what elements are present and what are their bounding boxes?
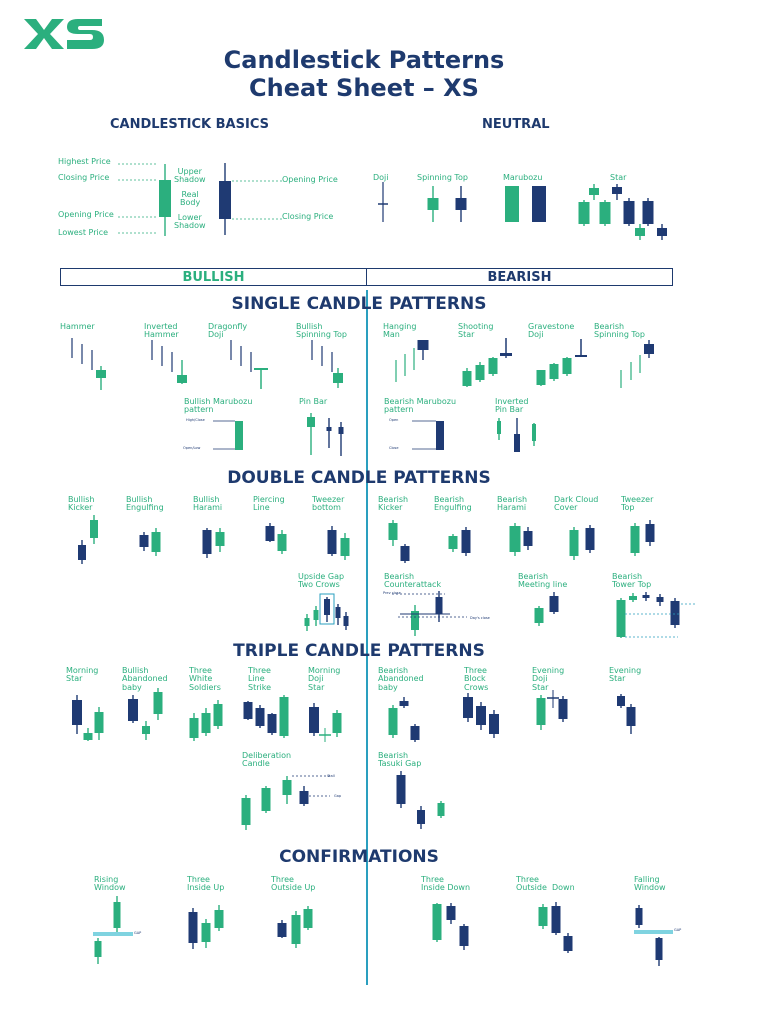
single-heading: SINGLE CANDLE PATTERNS [231, 294, 487, 314]
triple-bearish-tasuki-label: Bearish Tasuki Gap [378, 751, 422, 769]
candle-35-body [90, 520, 98, 538]
triple-three-line-strike-label: Three Line Strike [248, 666, 271, 692]
candle-61-body [535, 608, 544, 623]
candle-39-body [216, 532, 225, 546]
delib-stall: Stall [327, 774, 335, 778]
double-bullish-engulfing-label: Bullish Engulfing [126, 495, 164, 513]
basics-lower-shadow: Lower Shadow [174, 213, 206, 231]
single-bearish-marubozu-label: Bearish Marubozu pattern [384, 397, 457, 415]
basics-upper-shadow: Upper Shadow [174, 167, 206, 185]
bear-maru-close: Close [389, 446, 399, 450]
basics-heading: CANDLESTICK BASICS [110, 117, 269, 132]
candle-55-body [570, 530, 579, 556]
candle-1-body [219, 181, 231, 219]
candle-50-body [401, 546, 410, 561]
candle-82-body [333, 713, 342, 733]
candle-103-body [202, 923, 211, 942]
candle-79-body [268, 714, 277, 733]
candle-80-body [280, 697, 289, 736]
candle-83-body [242, 798, 251, 825]
single-dragonfly-doji-label: Dragonfly Doji [208, 322, 248, 340]
candle-28-body [563, 358, 572, 374]
double-bearish-meeting-line-label: Bearish Meeting line [518, 572, 568, 590]
neutral-spinning-top-label: Spinning Top [417, 173, 468, 182]
candle-97-body [397, 775, 406, 804]
tab-bullish [60, 268, 367, 286]
candle-57-body [631, 526, 640, 553]
double-bearish-harami-label: Bearish Harami [497, 495, 528, 513]
triple-bullish-abandoned-label: Bullish Abandoned baby [122, 666, 168, 692]
rising-window-gap: GAP [134, 931, 142, 935]
double-bearish-kicker-label: Bearish Kicker [378, 495, 409, 513]
candle-115-body [656, 938, 663, 960]
candle-38-body [203, 530, 212, 554]
candle-109-body [447, 906, 456, 920]
triple-morning-doji-star-label: Morning Doji Star [308, 666, 341, 692]
candle-41-body [278, 534, 287, 551]
candle-24-body [489, 358, 498, 374]
triple-morning-star-label: Morning Star [66, 666, 99, 684]
candle-107-body [304, 909, 313, 928]
candle-21-body [418, 340, 429, 350]
candle-65-body [643, 595, 650, 598]
single-shooting-star-label: Shooting Star [458, 322, 494, 340]
double-bearish-tower-top-label: Bearish Tower Top [612, 572, 652, 590]
candle-75-body [202, 713, 211, 733]
candle-92-body [489, 714, 499, 734]
single-bearish-spinning-top-label: Bearish Spinning Top [594, 322, 645, 340]
candle-72-body [142, 726, 150, 734]
single-hanging-man-label: Hanging Man [383, 322, 417, 340]
triple-heading: TRIPLE CANDLE PATTERNS [233, 641, 485, 661]
basics-closing-price-left: Closing Price [58, 173, 110, 182]
candle-98-body [417, 810, 425, 824]
candle-78-body [256, 708, 265, 726]
double-dark-cloud-label: Dark Cloud Cover [554, 495, 599, 513]
candle-5-body [532, 186, 546, 222]
candle-20-body [339, 427, 344, 434]
basics-lowest-price: Lowest Price [58, 228, 109, 237]
candle-110-body [460, 926, 469, 946]
candle-108-body [433, 904, 442, 940]
page-title-line2: Cheat Sheet – XS [249, 74, 479, 102]
candle-58-body [646, 524, 655, 542]
candle-32-body [514, 434, 520, 452]
candle-68-body [72, 700, 82, 725]
candle-29-body [644, 344, 654, 354]
candle-51-body [449, 536, 458, 549]
candle-100-body [95, 941, 102, 957]
candle-93-body [537, 698, 546, 725]
confirm-three-inside-down-label: Three Inside Down [421, 875, 471, 893]
double-tweezer-top-label: Tweezer Top [621, 495, 654, 513]
candle-60-body [436, 597, 443, 614]
candle-54-body [524, 531, 533, 546]
tab-bearish [366, 268, 673, 286]
double-bullish-kicker-label: Bullish Kicker [68, 495, 95, 513]
candle-0-body [159, 180, 171, 217]
candle-30-body [436, 421, 444, 450]
candle-16-body [333, 373, 343, 383]
candle-22-body [463, 371, 472, 386]
candle-76-body [214, 704, 223, 726]
tab-bullish-label: BULLISH [182, 270, 245, 285]
candle-31-body [497, 421, 501, 434]
bull-maru-open-low: Open/Low [183, 446, 201, 450]
double-bullish-harami-label: Bullish Harami [193, 495, 223, 513]
candle-105-body [278, 923, 287, 937]
double-tweezer-bottom-label: Tweezer bottom [312, 495, 345, 513]
candle-11-body [643, 201, 654, 224]
neutral-heading: NEUTRAL [482, 117, 550, 132]
candle-53-body [510, 526, 521, 552]
single-inverted-hammer-label: Inverted Hammer [144, 322, 179, 340]
double-bearish-engulfing-label: Bearish Engulfing [434, 495, 472, 513]
bull-maru-high-close: High/Close [186, 418, 205, 422]
candle-102-body [189, 912, 198, 943]
candle-15-body [177, 375, 187, 383]
candle-8-body [579, 202, 590, 224]
triple-evening-doji-star-label: Evening Doji Star [532, 666, 565, 692]
single-hammer-label: Hammer [60, 322, 95, 331]
candle-77-body [244, 702, 253, 719]
confirm-falling-window-label: Falling Window [634, 875, 666, 893]
single-gravestone-doji-label: Gravestone Doji [528, 322, 575, 340]
basics-closing-price-right: Closing Price [282, 212, 334, 221]
candle-7-body [612, 187, 622, 194]
candle-63-body [617, 600, 626, 637]
candle-94-body [559, 699, 568, 719]
candle-27-body [550, 364, 559, 379]
candle-12-body [635, 228, 645, 236]
candle-69-body [84, 733, 93, 740]
candle-17-body [235, 421, 243, 450]
candle-111-body [539, 907, 548, 926]
candle-87-body [389, 708, 398, 735]
confirm-three-outside-up-label: Three Outside Up [271, 875, 316, 893]
candle-112-body [552, 906, 561, 933]
xs-logo-mark [24, 19, 104, 49]
candle-99-body [438, 803, 445, 816]
candle-36-body [140, 535, 149, 547]
bear-maru-open: Open [389, 418, 399, 422]
candle-74-body [190, 718, 199, 738]
neutral-doji-label: Doji [373, 173, 389, 182]
candle-43-body [341, 538, 350, 556]
candle-14-body [96, 370, 106, 378]
candle-85-body [283, 780, 292, 795]
page-title-line1: Candlestick Patterns [223, 46, 505, 74]
triple-three-block-crows-label: Three Block Crows [464, 666, 489, 692]
candle-37-body [152, 532, 161, 552]
candle-46-body [324, 599, 330, 615]
candle-89-body [411, 726, 420, 740]
candle-3-body [456, 198, 467, 210]
single-bullish-spinning-top-label: Bullish Spinning Top [296, 322, 347, 340]
candle-64-body [629, 596, 637, 600]
single-bullish-marubozu-label: Bullish Marubozu pattern [184, 397, 253, 415]
candle-95-body [617, 696, 625, 706]
double-bearish-counterattack-label: Bearish Counterattack [384, 572, 442, 590]
triple-deliberation-label: Deliberation Candle [242, 751, 292, 769]
confirm-rising-window-label: Rising Window [94, 875, 126, 893]
neutral-star-label: Star [610, 173, 627, 182]
candle-9-body [600, 202, 611, 224]
candle-45-body [314, 610, 319, 620]
basics-opening-price-right: Opening Price [282, 175, 338, 184]
triple-bearish-abandoned-label: Bearish Abandoned baby [378, 666, 424, 692]
counter-day-close: Day's close [470, 616, 490, 620]
single-inverted-pin-bar-label: Inverted Pin Bar [495, 397, 529, 415]
candle-104-body [215, 910, 224, 928]
candle-101-body [114, 902, 121, 928]
tab-bearish-label: BEARISH [487, 270, 552, 285]
candle-86-body [300, 791, 309, 804]
candle-6-body [589, 188, 599, 195]
candle-52-body [462, 530, 471, 553]
candle-56-body [586, 528, 595, 550]
candle-88-body [400, 701, 409, 706]
falling-window-gap: GAP [674, 928, 682, 932]
candle-84-body [262, 788, 271, 811]
basics-opening-price-left: Opening Price [58, 210, 114, 219]
candle-71-body [128, 699, 138, 721]
candle-106-body [292, 915, 301, 944]
single-pin-bar-label: Pin Bar [299, 397, 328, 406]
candle-23-body [476, 365, 485, 380]
confirm-three-outside-down-label: Three Outside Down [516, 875, 575, 893]
candle-66-body [657, 597, 664, 602]
candle-4-body [505, 186, 519, 222]
candle-13-body [657, 228, 667, 236]
neutral-marubozu-label: Marubozu [503, 173, 543, 182]
candle-81-body [309, 707, 319, 733]
candle-33-body [532, 424, 536, 441]
candle-70-body [95, 712, 104, 733]
candle-42-body [328, 530, 337, 554]
delib-gap: Gap [334, 794, 342, 798]
double-heading: DOUBLE CANDLE PATTERNS [227, 468, 491, 488]
basics-real-body: Real Body [180, 190, 201, 208]
triple-evening-star-label: Evening Star [609, 666, 642, 684]
candle-113-body [564, 936, 573, 951]
candle-34-body [78, 545, 86, 560]
candle-47-body [336, 607, 341, 618]
candle-10-body [624, 201, 635, 224]
counter-prev-close: Prev close [383, 591, 401, 595]
double-piercing-line-label: Piercing Line [253, 495, 285, 513]
candle-114-body [636, 908, 643, 925]
candle-90-body [463, 697, 473, 718]
candle-18-body [307, 417, 315, 427]
confirm-three-inside-up-label: Three Inside Up [187, 875, 225, 893]
double-upside-gap-label: Upside Gap Two Crows [298, 572, 345, 590]
candle-62-body [550, 596, 559, 612]
confirm-heading: CONFIRMATIONS [279, 847, 439, 867]
basics-highest-price: Highest Price [58, 157, 111, 166]
candle-26-body [537, 370, 546, 385]
candle-96-body [627, 707, 636, 726]
candle-19-body [327, 427, 332, 431]
candle-40-body [266, 526, 275, 541]
candle-67-body [671, 601, 680, 625]
candle-44-body [305, 618, 310, 626]
candle-91-body [476, 706, 486, 725]
candle-48-body [344, 616, 349, 626]
candle-73-body [154, 692, 163, 714]
triple-three-white-soldiers-label: Three White Soldiers [189, 666, 221, 692]
candle-49-body [389, 523, 398, 540]
candle-2-body [428, 198, 439, 210]
